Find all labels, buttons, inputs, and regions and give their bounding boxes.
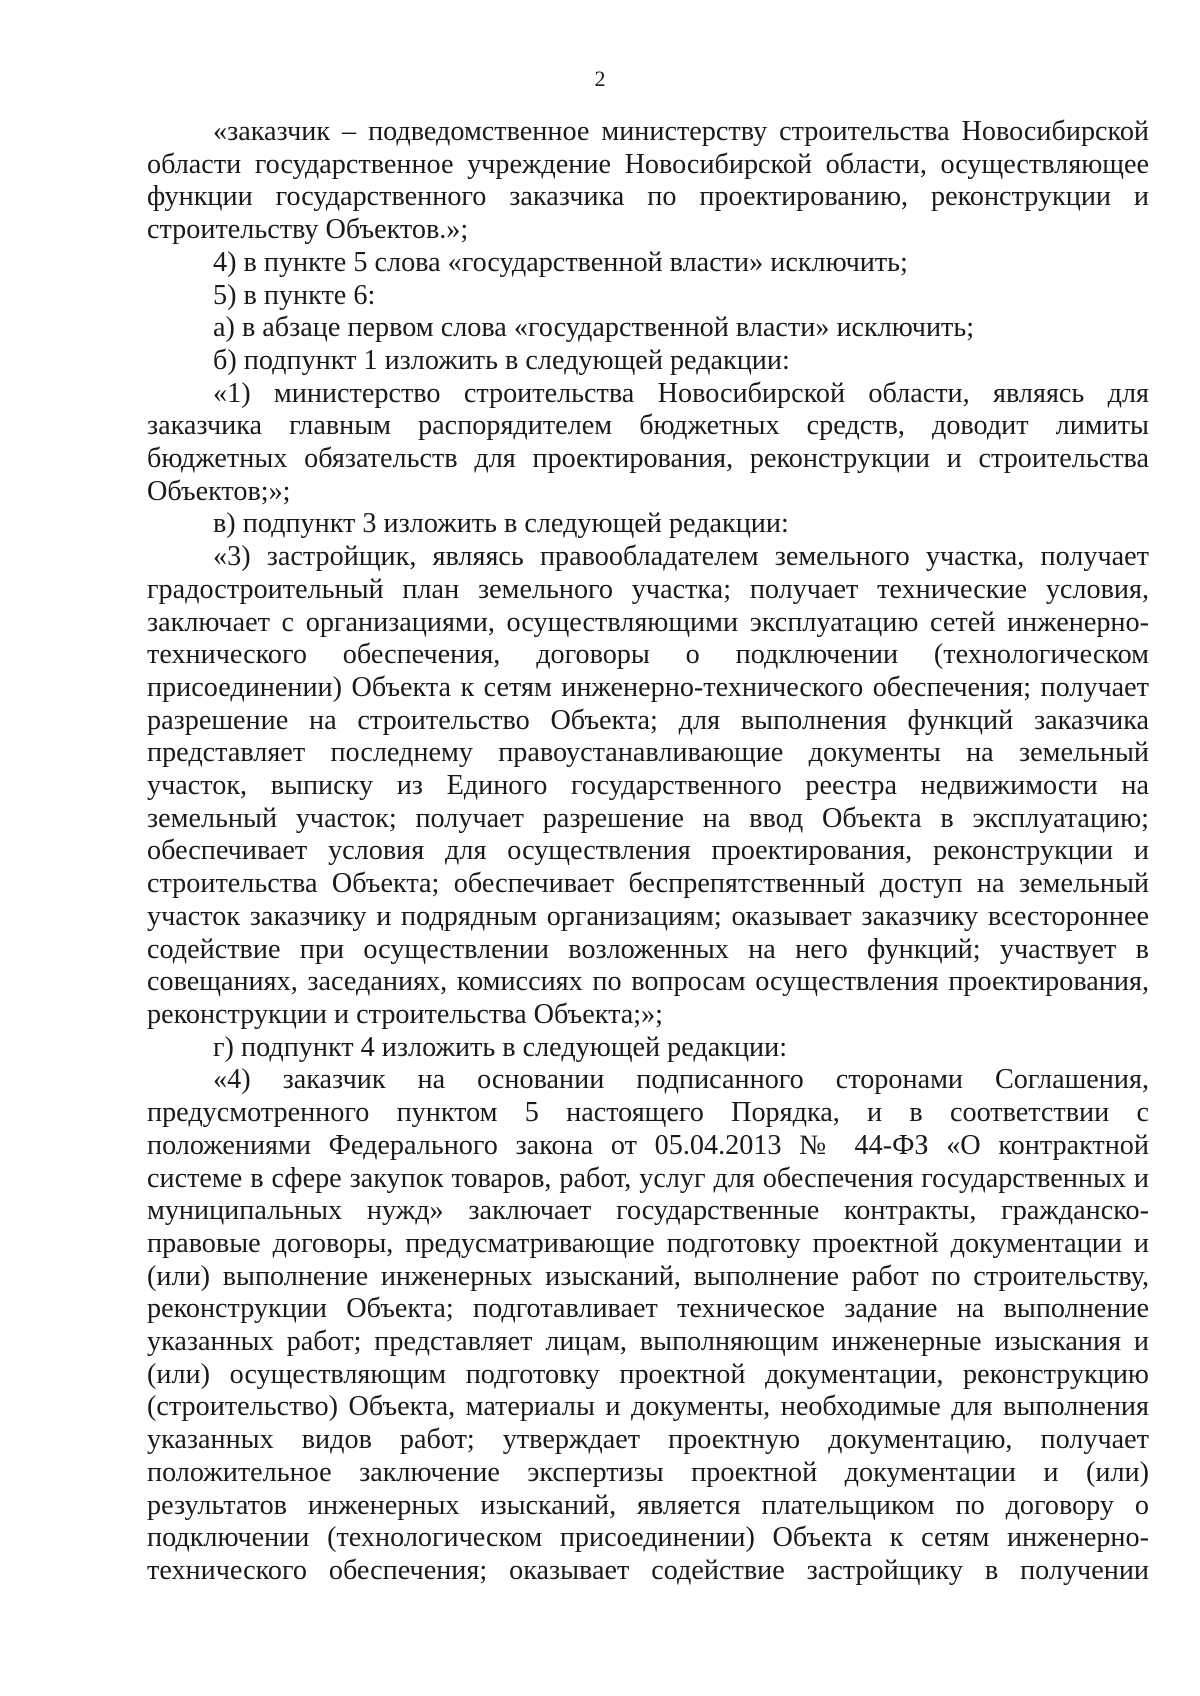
paragraph-item-5: 5) в пункте 6: — [213, 279, 376, 311]
paragraph-subitem-4-text: «4) заказчик на основании подписанного сторонами Соглашения, предусмотренного пунктом 5 настоящего Порядка, и в соответствии с положениями Федерального закона от 05.04.2013 № 44-ФЗ «О контрактной системе в сфере закупок товаров, работ, услуг для обеспечения государственных и муниципальных нужд» заключает государственные контракты, гражданско-правовые договоры, предусматривающие подготовку проектной документации и (или) выполнение инженерных изысканий, выполнение работ по строительству, реконструкции Объекта; подготавливает техническое задание на выполнение указанных работ; представляет лицам, выполняющим инженерные изыскания и (или) осуществляющим подготовку проектной документации, реконструкцию (строительство) Объекта, материалы и документы, необходимые для выполнения указанных видов работ; утверждает проектную документацию, получает положительное заключение экспертизы проектной документации и (или) результатов инженерных изысканий, является плательщиком по договору о подключении (технологическом присоединении) Объекта к сетям инженерно-технического обеспечения; оказывает содействие застройщику в получении — [147, 1064, 1149, 1586]
paragraph-subitem-3-text: «3) застройщик, являясь правообладателем земельного участка, получает градостроительный план земельного участка; получает технические условия, заключает с организациями, осуществляющими эксплуатацию сетей инженерно-технического обеспечения, договоры о подключении (технологическом присоединении) Объекта к сетям инженерно-технического обеспечения; получает разрешение на строительство Объекта; для выполнения функций заказчика представляет последнему правоустанавливающие документы на земельный участок, выписку из Единого государственного реестра недвижимости на земельный участок; получает разрешение на ввод Объекта в эксплуатацию; обеспечивает условия для осуществления проектирования, реконструкции и строительства Объекта; обеспечивает беспрепятственный доступ на земельный участок заказчику и подрядным организациям; оказывает заказчику всестороннее содействие при осуществлении возложенных на него функций; участвует в совещаниях, заседаниях, комиссиях по вопросам осуществления проектирования, реконструкции и строительства Объекта;»; — [147, 541, 1149, 1030]
paragraph-item-5g: г) подпункт 4 изложить в следующей редакции: — [213, 1031, 788, 1063]
paragraph-item-4: 4) в пункте 5 слова «государственной власти» исключить; — [213, 246, 908, 278]
paragraph-item-5b: б) подпункт 1 изложить в следующей редакции: — [213, 344, 790, 376]
document-body — [147, 116, 1149, 1588]
paragraph-item-5a: а) в абзаце первом слова «государственной власти» исключить; — [213, 312, 975, 344]
paragraph-subitem-1-text: «1) министерство строительства Новосибирской области, являясь для заказчика главным распорядителем бюджетных средств, доводит лимиты бюджетных обязательств для проектирования, реконструкции и строительства Объектов;»; — [147, 377, 1149, 507]
page-number: 2 — [594, 66, 606, 91]
paragraph-customer-definition: «заказчик – подведомственное министерству строительства Новосибирской области государственное учреждение Новосибирской области, осуществляющее функции государственного заказчика по проектированию, реконструкции и строительству Объектов.»; — [147, 116, 1149, 246]
paragraph-item-5v: в) подпункт 3 изложить в следующей редакции: — [213, 508, 789, 540]
